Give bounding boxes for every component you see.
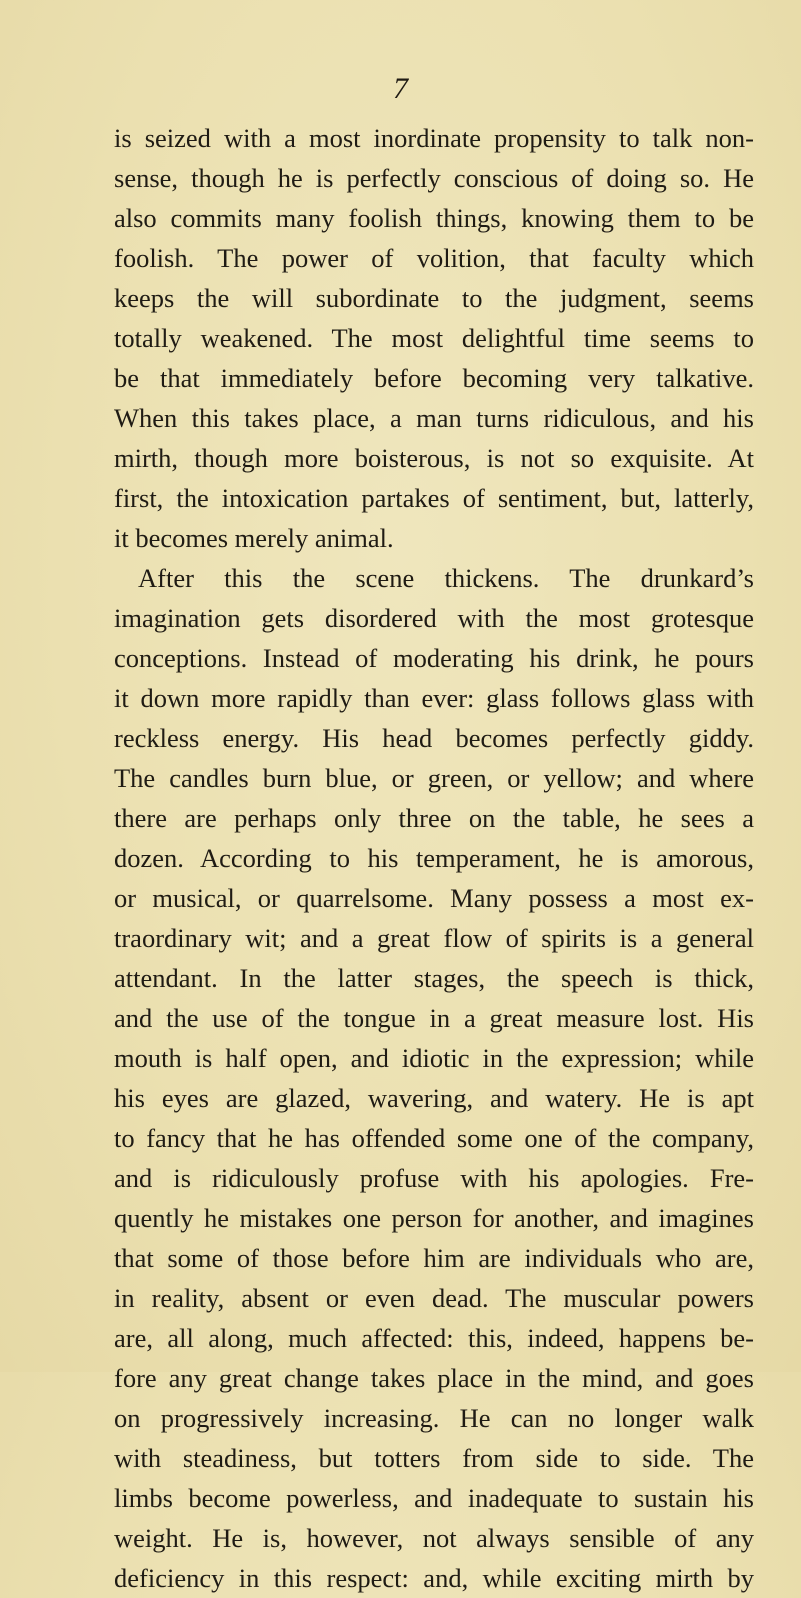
text-line: it becomes merely animal.	[114, 523, 394, 553]
text-line: fore any great change takes place in the mind, and goes	[114, 1363, 754, 1393]
text-line: there are perhaps only three on the table, he sees a	[114, 803, 754, 833]
text-line: to fancy that he has offended some one of the company,	[114, 1123, 754, 1153]
text-line: weight. He is, however, not always sensible of any	[114, 1523, 754, 1553]
text-line: foolish. The power of volition, that faculty which	[114, 243, 754, 273]
text-line: mouth is half open, and idiotic in the expression; while	[114, 1043, 754, 1073]
text-line: it down more rapidly than ever: glass follows glass with	[114, 683, 754, 713]
text-line: sense, though he is perfectly conscious of doing so. He	[114, 163, 754, 193]
text-line: or musical, or quarrelsome. Many possess a most ex-	[114, 883, 754, 913]
text-line: be that immediately before becoming very talkative.	[114, 363, 754, 393]
text-line: keeps the will subordinate to the judgment, seems	[114, 283, 754, 313]
text-line: attendant. In the latter stages, the speech is thick,	[114, 963, 754, 993]
text-line: first, the intoxication partakes of sentiment, but, latterly,	[114, 483, 754, 513]
text-line: quently he mistakes one person for another, and imagines	[114, 1203, 754, 1233]
text-line: are, all along, much affected: this, indeed, happens be-	[114, 1323, 754, 1353]
text-line: conceptions. Instead of moderating his drink, he pours	[114, 643, 754, 673]
text-line: dozen. According to his temperament, he is amorous,	[114, 843, 754, 873]
text-line: in reality, absent or even dead. The muscular powers	[114, 1283, 754, 1313]
text-line: on progressively increasing. He can no longer walk	[114, 1403, 754, 1433]
text-line: The candles burn blue, or green, or yellow; and where	[114, 763, 754, 793]
text-line: with steadiness, but totters from side to side. The	[114, 1443, 754, 1473]
text-line: is seized with a most inordinate propensity to talk non-	[114, 123, 754, 153]
text-line: limbs become powerless, and inadequate to sustain his	[114, 1483, 754, 1513]
text-line: totally weakened. The most delightful time seems to	[114, 323, 754, 353]
text-line: imagination gets disordered with the most grotesque	[114, 603, 754, 633]
text-line: also commits many foolish things, knowing them to be	[114, 203, 754, 233]
text-line: deficiency in this respect: and, while exciting mirth by	[114, 1563, 754, 1593]
body-text	[114, 118, 754, 1598]
text-line: reckless energy. His head becomes perfectly giddy.	[114, 723, 754, 753]
page-number: 7	[393, 72, 408, 105]
text-line: mirth, though more boisterous, is not so exquisite. At	[114, 443, 754, 473]
text-line: his eyes are glazed, wavering, and watery. He is apt	[114, 1083, 754, 1113]
text-line: When this takes place, a man turns ridiculous, and his	[114, 403, 754, 433]
text-line: and the use of the tongue in a great measure lost. His	[114, 1003, 754, 1033]
text-line: After this the scene thickens. The drunkard’s	[138, 563, 754, 593]
text-line: that some of those before him are individuals who are,	[114, 1243, 754, 1273]
text-line: traordinary wit; and a great flow of spirits is a general	[114, 923, 754, 953]
text-line: and is ridiculously profuse with his apologies. Fre-	[114, 1163, 754, 1193]
